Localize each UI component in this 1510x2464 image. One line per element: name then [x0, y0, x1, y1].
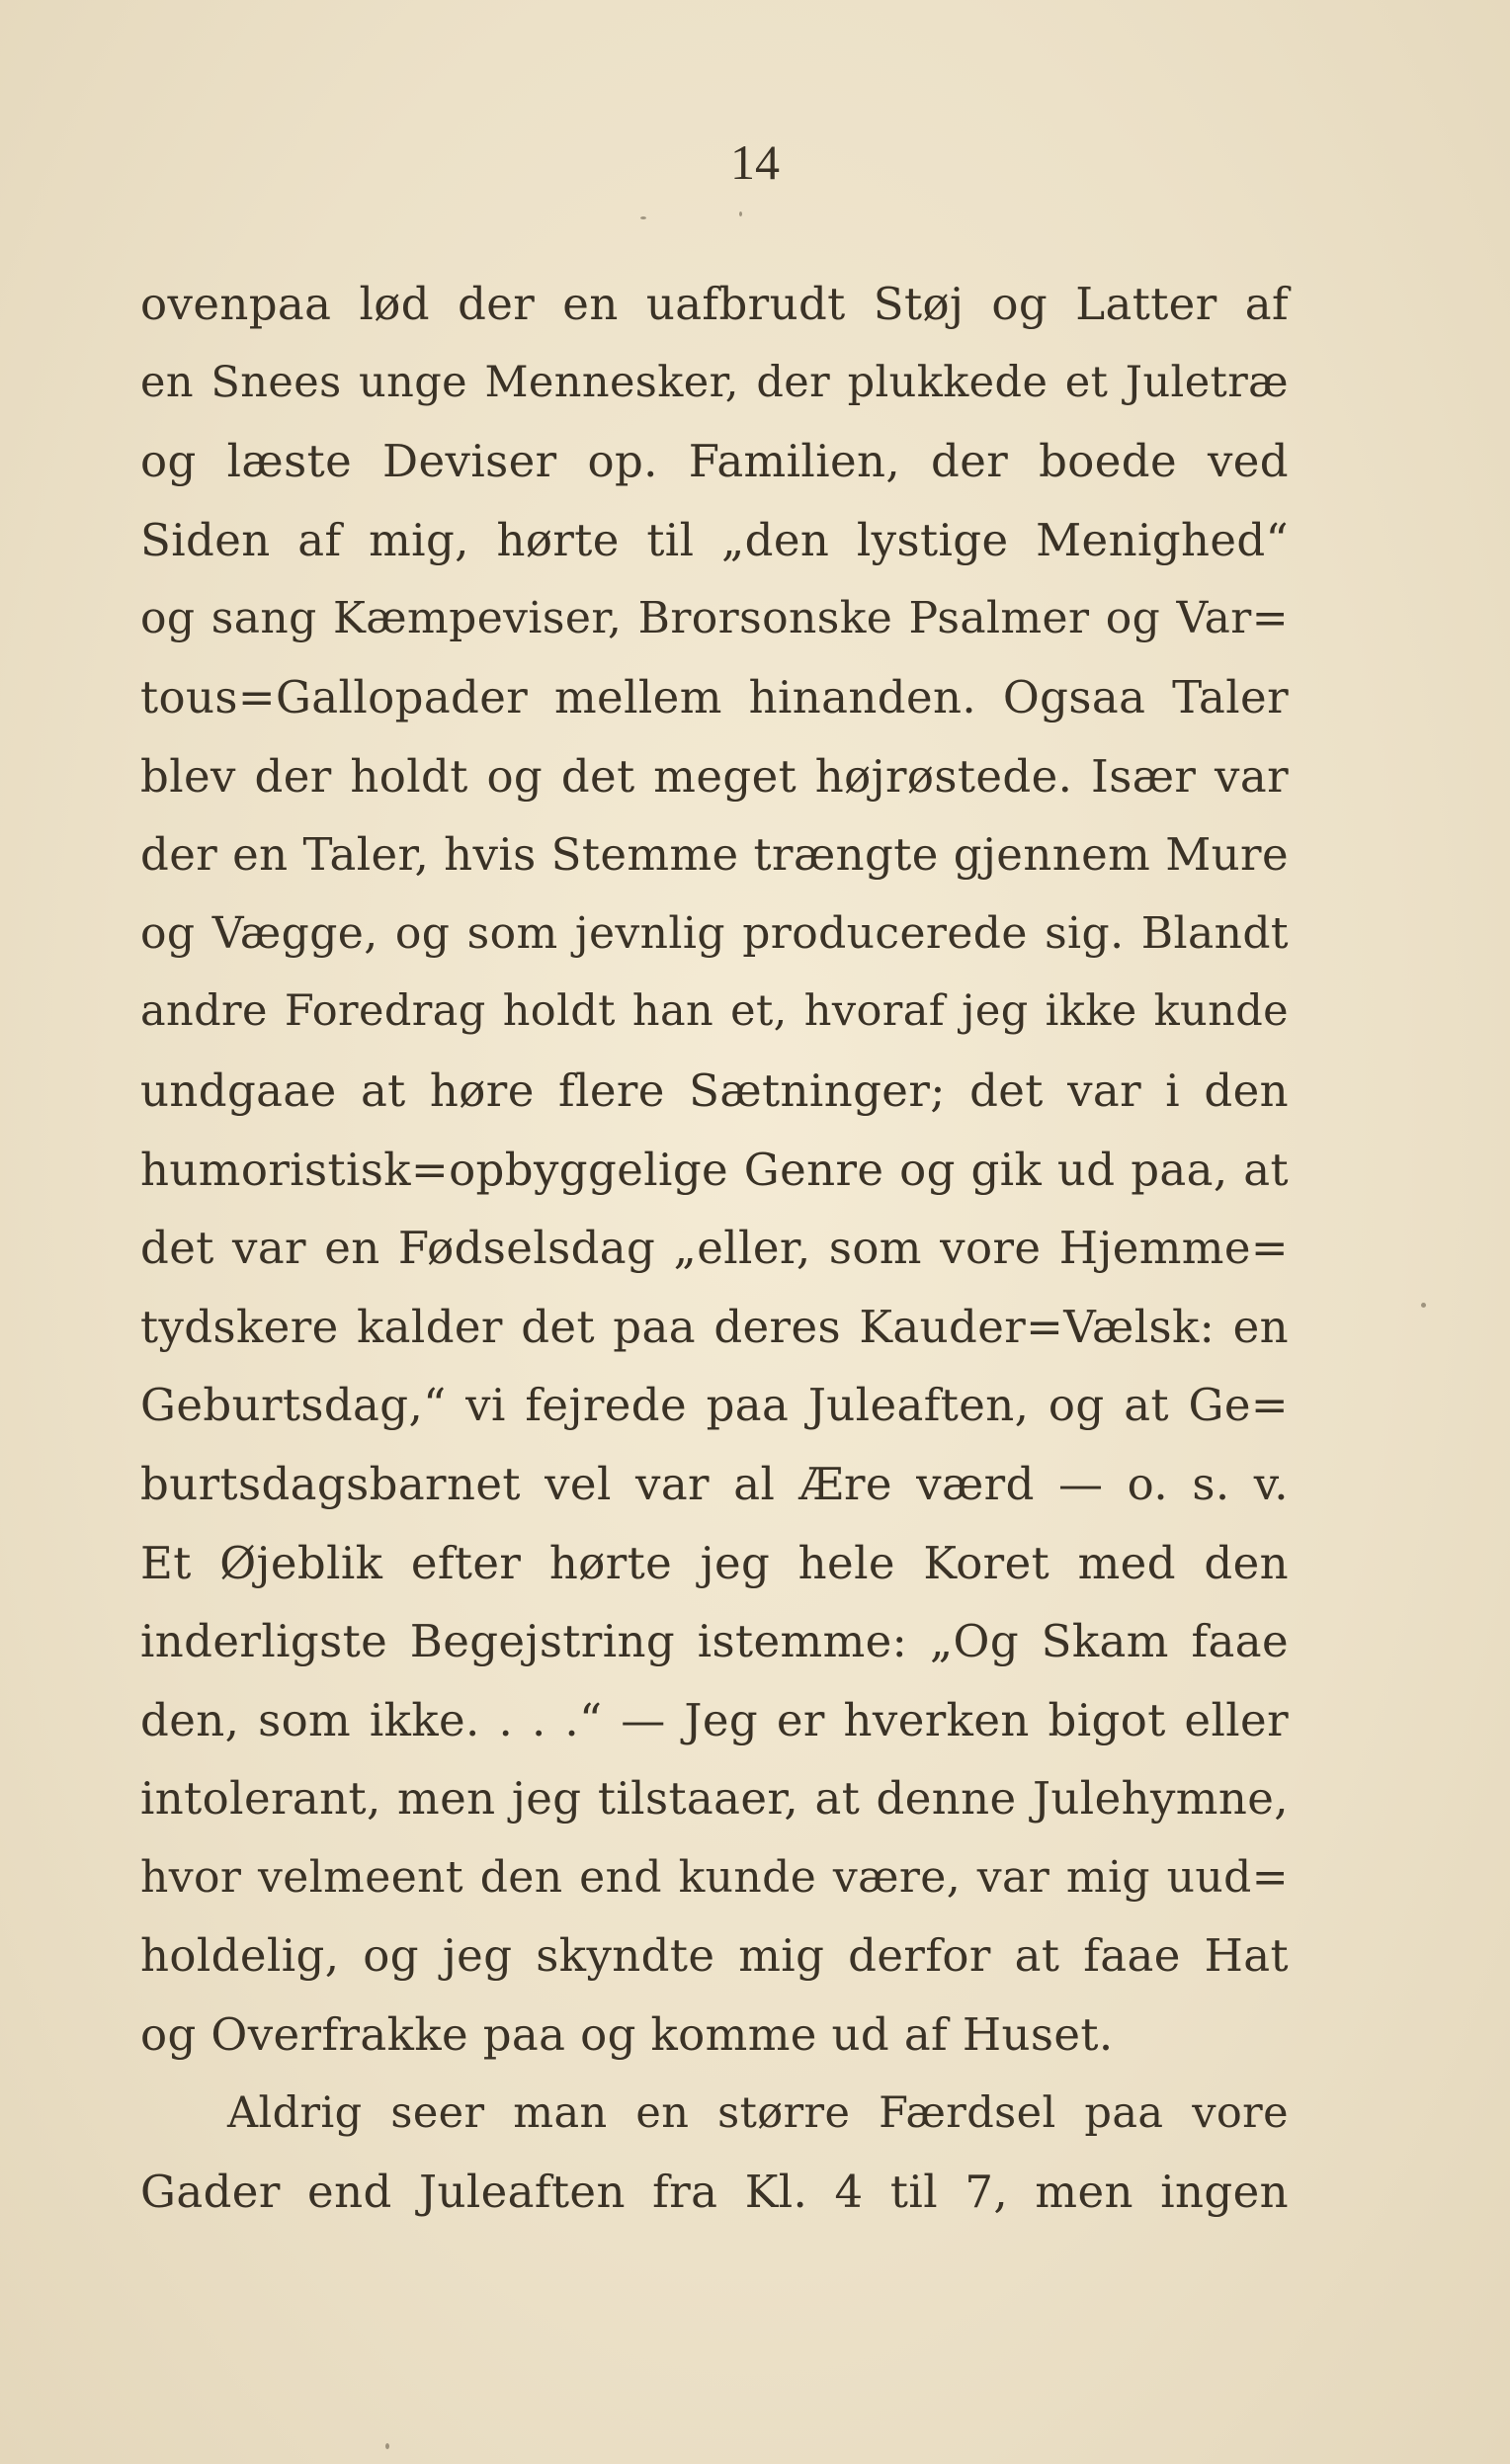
page-number: 14: [730, 134, 780, 190]
paper-speck: [640, 216, 646, 219]
text-line: Aldrig seer man en større Færdsel paa vore: [227, 2087, 1289, 2138]
text-line: burtsdagsbarnet vel var al Ære værd — o. s. v.: [140, 1457, 1289, 1510]
text-line: inderligste Begejstring istemme: „Og Skam faae: [140, 1615, 1289, 1668]
text-line: der en Taler, hvis Stemme trængte gjennem Mure: [140, 828, 1289, 882]
text-line: intolerant, men jeg tilstaaer, at denne Julehymne,: [140, 1772, 1289, 1826]
paper-speck: [385, 2443, 389, 2449]
text-line: og Overfrakke paa og komme ud af Huset.: [140, 2008, 1114, 2062]
text-line: undgaae at høre flere Sætninger; det var i den: [140, 1063, 1289, 1117]
text-line: og sang Kæmpeviser, Brorsonske Psalmer og Var=: [140, 593, 1289, 644]
text-line: Gader end Juleaften fra Kl. 4 til 7, men ingen: [140, 2166, 1289, 2219]
text-line: Et Øjeblik efter hørte jeg hele Koret med den: [140, 1536, 1289, 1589]
text-line: og læste Deviser op. Familien, der boede ved: [140, 435, 1289, 488]
text-line: Siden af mig, hørte til „den lystige Menighed“: [140, 513, 1289, 566]
body-text: [140, 265, 1289, 2232]
paper-speck: [1421, 1303, 1426, 1308]
text-line: blev der holdt og det meget højrøstede. Især var: [140, 749, 1289, 803]
text-line: tydskere kalder det paa deres Kauder=Vælsk: en: [140, 1300, 1289, 1353]
text-line: ovenpaa lød der en uafbrudt Støj og Latter af: [140, 278, 1289, 330]
text-line: tous=Gallopader mellem hinanden. Ogsaa Taler: [140, 670, 1289, 723]
text-line: andre Foredrag holdt han et, hvoraf jeg ikke kunde: [140, 986, 1289, 1037]
text-line: humoristisk=opbyggelige Genre og gik ud paa, at: [140, 1143, 1289, 1196]
paper-speck: [739, 212, 742, 216]
text-line: den, som ikke. . . .“ — Jeg er hverken bigot eller: [140, 1693, 1289, 1746]
text-line: holdelig, og jeg skyndte mig derfor at faae Hat: [140, 1929, 1289, 1983]
text-line: og Vægge, og som jevnlig producerede sig. Blandt: [140, 907, 1289, 959]
text-line: det var en Fødselsdag „eller, som vore Hjemme=: [140, 1222, 1289, 1275]
text-line: Geburtsdag,“ vi fejrede paa Juleaften, og at Ge=: [140, 1379, 1289, 1432]
text-line: hvor velmeent den end kunde være, var mig uud=: [140, 1851, 1289, 1903]
text-line: en Snees unge Mennesker, der plukkede et Juletræ: [140, 357, 1289, 407]
